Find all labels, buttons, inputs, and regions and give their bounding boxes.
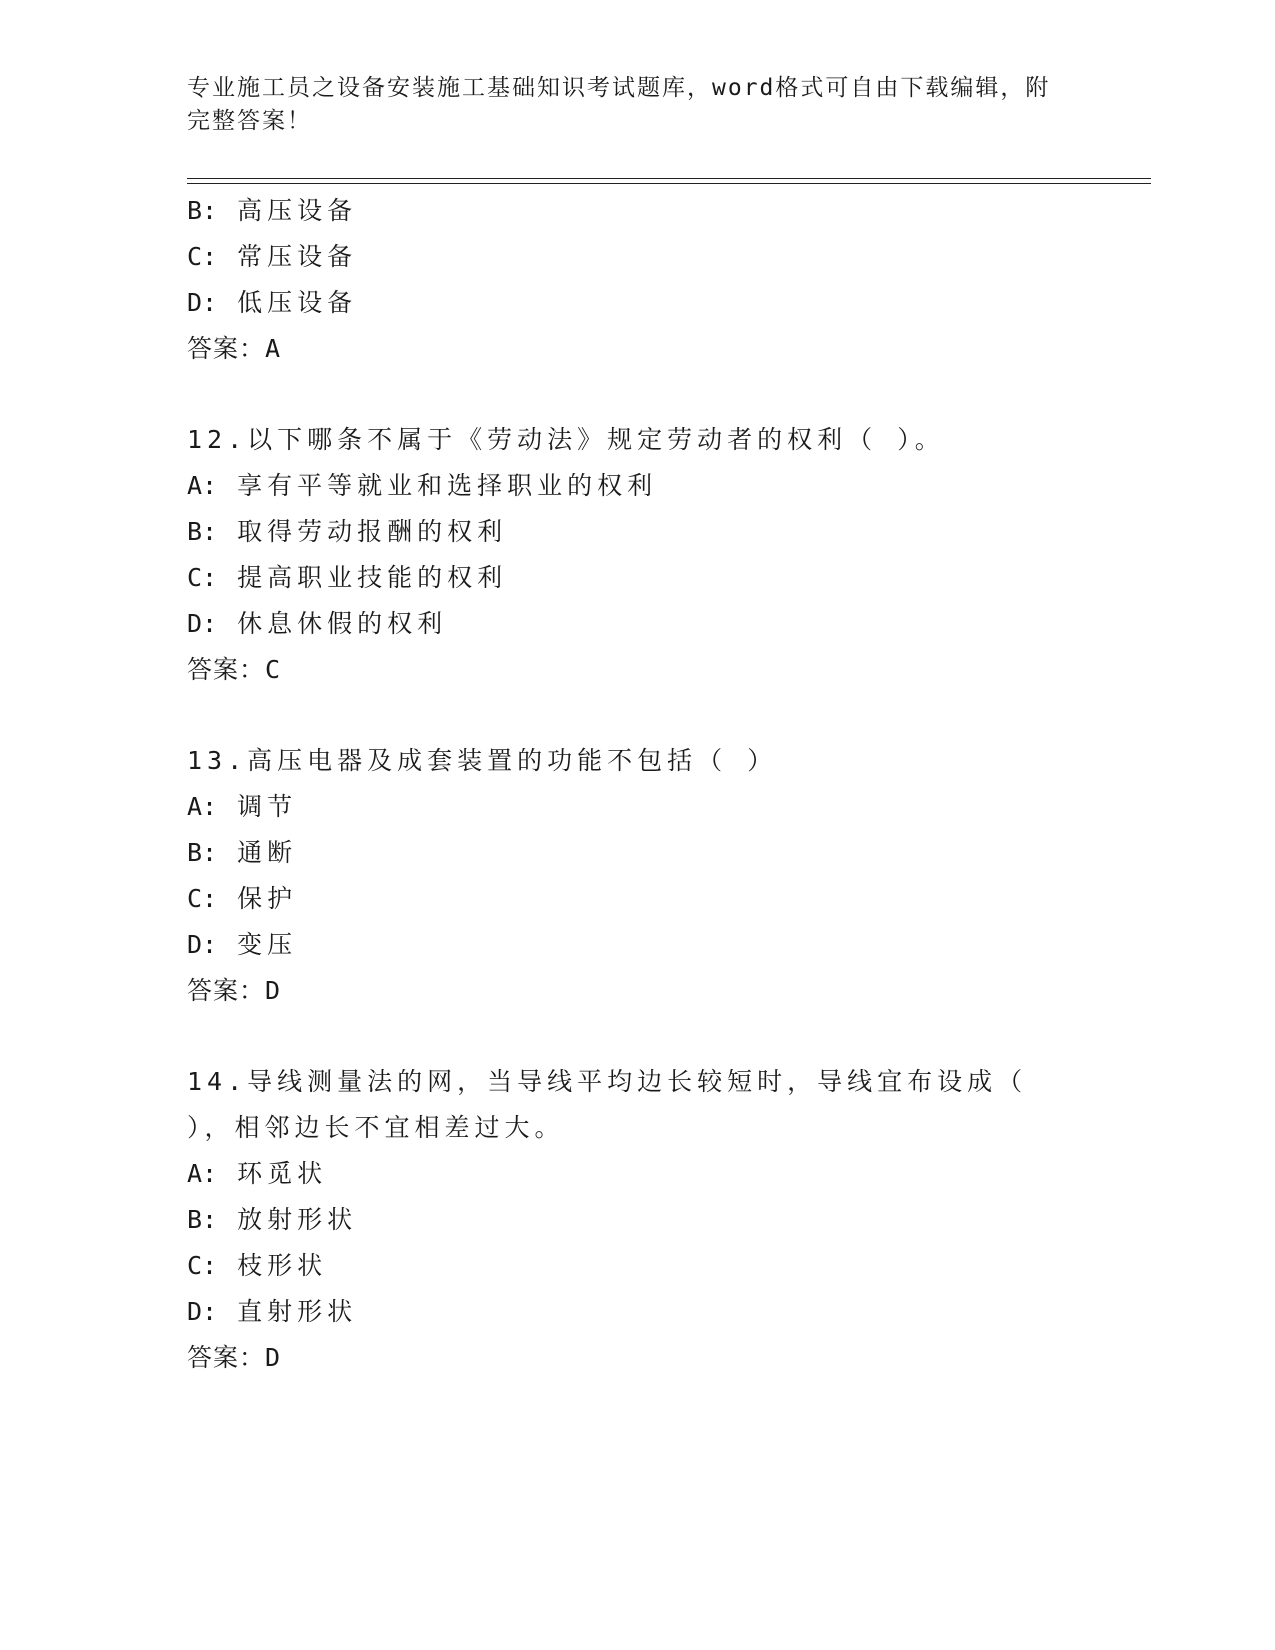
spacer [187,693,1107,738]
question-stem: 13.高压电器及成套装置的功能不包括（ ） [187,746,778,775]
option-b: B: 高压设备 [187,196,358,225]
option-b: B: 取得劳动报酬的权利 [187,517,508,546]
question-11-continued [187,188,1107,372]
option-b: B: 通断 [187,838,298,867]
spacer [187,1014,1107,1059]
option-c: C: 枝形状 [187,1251,328,1280]
spacer [187,372,1107,417]
answer-line: 答案：A [187,334,282,363]
option-a: A: 享有平等就业和选择职业的权利 [187,471,658,500]
option-c: C: 常压设备 [187,242,358,271]
answer-line: 答案：D [187,976,282,1005]
answer-line: 答案：C [187,655,282,684]
header-text: 专业施工员之设备安装施工基础知识考试题库，word格式可自由下载编辑，附完整答案！ [187,75,1051,134]
option-c: C: 保护 [187,884,298,913]
option-b: B: 放射形状 [187,1205,358,1234]
question-list [187,188,1107,1381]
answer-line: 答案：D [187,1343,282,1372]
question-14 [187,1059,1107,1381]
option-d: D: 低压设备 [187,288,358,317]
option-d: D: 变压 [187,930,298,959]
option-a: A: 调节 [187,792,298,821]
option-c: C: 提高职业技能的权利 [187,563,508,592]
option-a: A: 环觅状 [187,1159,328,1188]
option-d: D: 直射形状 [187,1297,358,1326]
question-13 [187,738,1107,1014]
question-12 [187,417,1107,693]
question-stem: 14.导线测量法的网，当导线平均边长较短时，导线宜布设成（ ），相邻边长不宜相差过大。 [187,1067,1028,1142]
header-divider-top [187,178,1151,179]
question-stem: 12.以下哪条不属于《劳动法》规定劳动者的权利（ ）。 [187,425,945,454]
document-header [187,72,1067,138]
header-divider-bottom [187,183,1151,184]
option-d: D: 休息休假的权利 [187,609,448,638]
